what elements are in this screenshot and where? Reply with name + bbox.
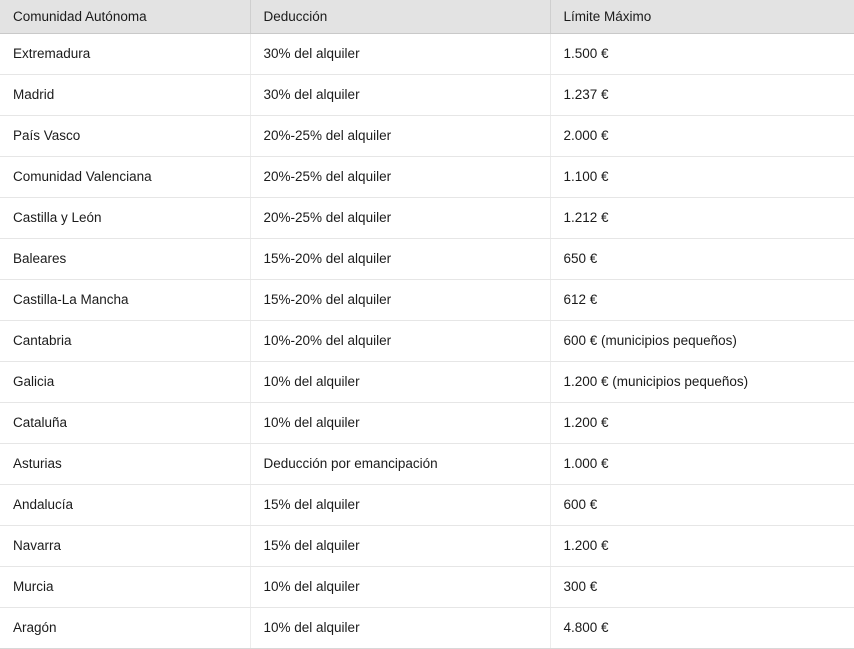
table-cell-region: Comunidad Valenciana	[0, 157, 250, 198]
table-row	[0, 362, 854, 403]
table-cell-limit: 1.212 €	[550, 198, 854, 239]
table-cell-region: Baleares	[0, 239, 250, 280]
table-cell-region: Murcia	[0, 567, 250, 608]
table-cell-limit: 600 €	[550, 485, 854, 526]
table-cell-region: Navarra	[0, 526, 250, 567]
table-cell-deduction: 15%-20% del alquiler	[250, 280, 550, 321]
table-header	[0, 0, 854, 34]
table-cell-region: Extremadura	[0, 34, 250, 75]
table-cell-region: Galicia	[0, 362, 250, 403]
table-cell-deduction: 10% del alquiler	[250, 608, 550, 649]
table-cell-region: Castilla y León	[0, 198, 250, 239]
table-cell-limit: 1.200 € (municipios pequeños)	[550, 362, 854, 403]
table-row	[0, 403, 854, 444]
table-cell-deduction: 15%-20% del alquiler	[250, 239, 550, 280]
table-cell-region: Castilla-La Mancha	[0, 280, 250, 321]
table-cell-deduction: 10% del alquiler	[250, 362, 550, 403]
table-cell-limit: 4.800 €	[550, 608, 854, 649]
table-cell-limit: 1.000 €	[550, 444, 854, 485]
table-header-row	[0, 0, 854, 34]
table-row	[0, 75, 854, 116]
table-cell-deduction: Deducción por emancipación	[250, 444, 550, 485]
table-cell-limit: 650 €	[550, 239, 854, 280]
table-cell-deduction: 20%-25% del alquiler	[250, 198, 550, 239]
table-cell-limit: 600 € (municipios pequeños)	[550, 321, 854, 362]
table-cell-region: Andalucía	[0, 485, 250, 526]
table-cell-deduction: 15% del alquiler	[250, 485, 550, 526]
table-cell-deduction: 30% del alquiler	[250, 34, 550, 75]
table-row	[0, 239, 854, 280]
table-row	[0, 608, 854, 649]
table-cell-region: Cataluña	[0, 403, 250, 444]
table-cell-limit: 1.200 €	[550, 403, 854, 444]
column-header-limite-maximo: Límite Máximo	[550, 0, 854, 34]
table-cell-limit: 1.500 €	[550, 34, 854, 75]
table-row	[0, 280, 854, 321]
table-row	[0, 34, 854, 75]
table-cell-limit: 1.200 €	[550, 526, 854, 567]
table-cell-region: Madrid	[0, 75, 250, 116]
table-row	[0, 444, 854, 485]
table-cell-deduction: 30% del alquiler	[250, 75, 550, 116]
table-body	[0, 34, 854, 649]
table-cell-deduction: 20%-25% del alquiler	[250, 157, 550, 198]
table-cell-limit: 1.237 €	[550, 75, 854, 116]
column-header-deduccion: Deducción	[250, 0, 550, 34]
table-cell-limit: 2.000 €	[550, 116, 854, 157]
table-cell-deduction: 10% del alquiler	[250, 403, 550, 444]
table-cell-region: Aragón	[0, 608, 250, 649]
table-cell-deduction: 10% del alquiler	[250, 567, 550, 608]
table-row	[0, 198, 854, 239]
table-cell-region: País Vasco	[0, 116, 250, 157]
table-cell-deduction: 10%-20% del alquiler	[250, 321, 550, 362]
table-cell-limit: 612 €	[550, 280, 854, 321]
table-cell-region: Cantabria	[0, 321, 250, 362]
table-row	[0, 157, 854, 198]
table-cell-deduction: 20%-25% del alquiler	[250, 116, 550, 157]
table-row	[0, 485, 854, 526]
table-cell-limit: 1.100 €	[550, 157, 854, 198]
table-row	[0, 526, 854, 567]
table-cell-limit: 300 €	[550, 567, 854, 608]
table-cell-deduction: 15% del alquiler	[250, 526, 550, 567]
table-row	[0, 321, 854, 362]
column-header-comunidad-autonoma: Comunidad Autónoma	[0, 0, 250, 34]
table-row	[0, 567, 854, 608]
table-cell-region: Asturias	[0, 444, 250, 485]
table-row	[0, 116, 854, 157]
